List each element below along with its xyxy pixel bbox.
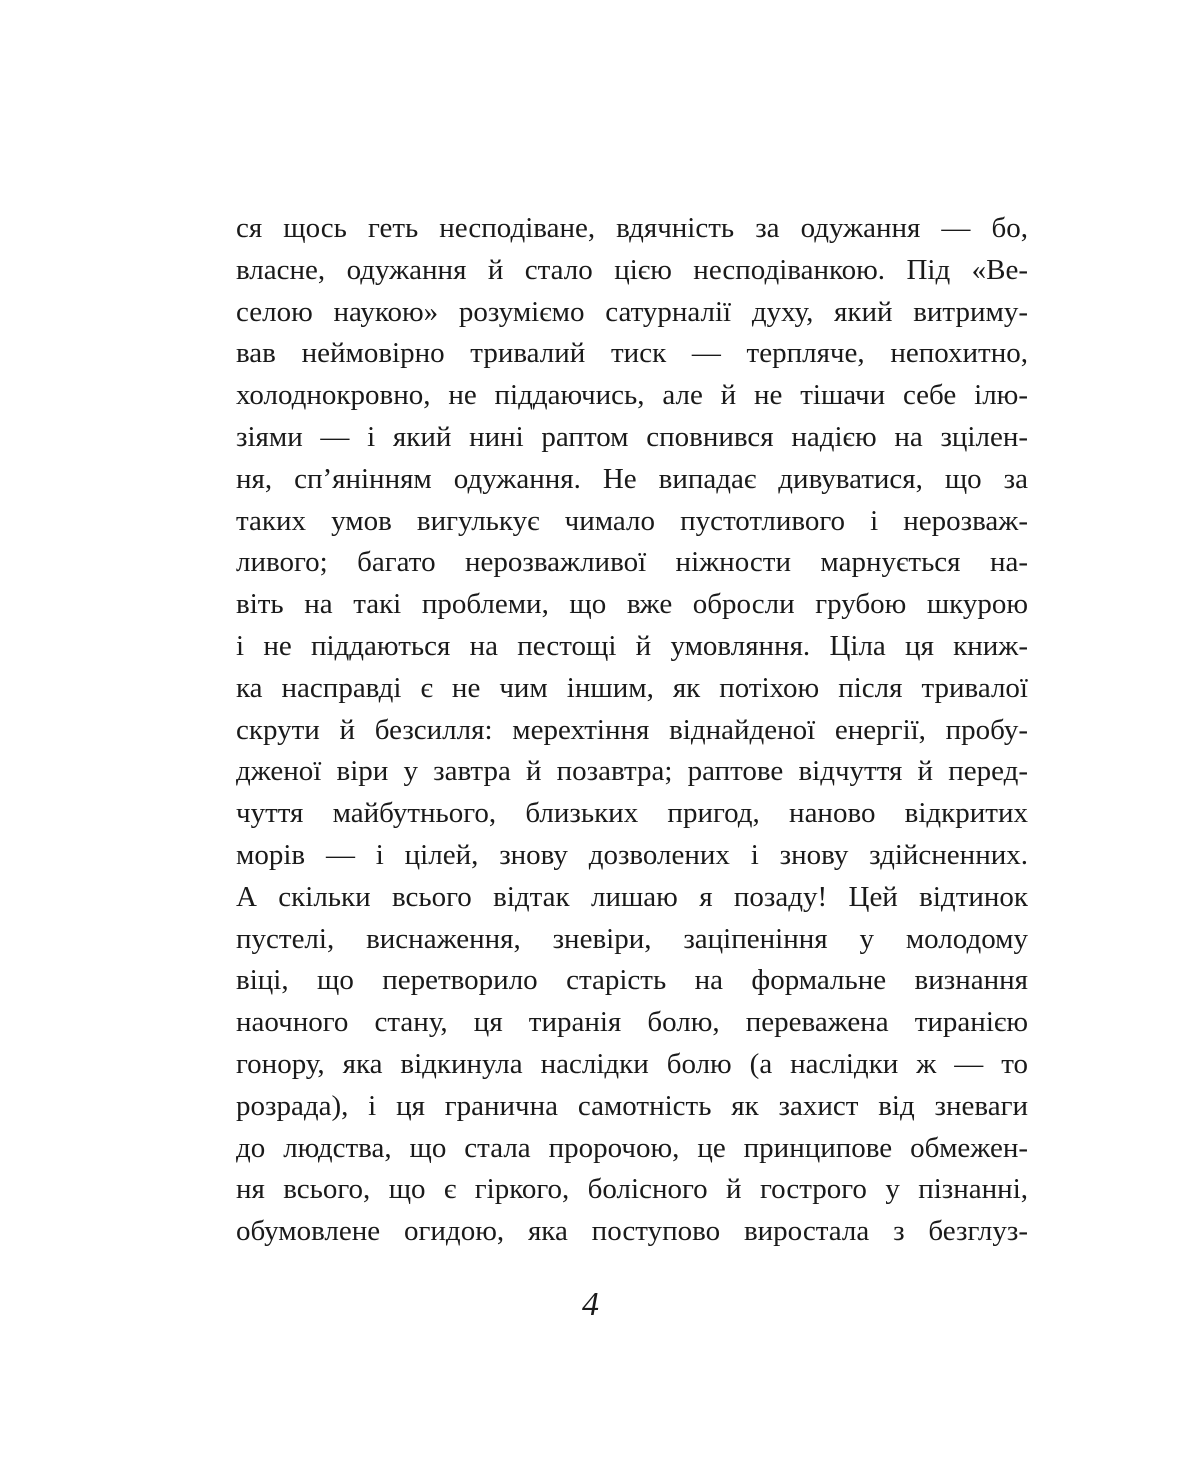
text-line: таких умов вигулькує чимало пустотливого і нерозваж- xyxy=(236,504,1028,537)
text-line: обумовлене огидою, яка поступово виростала з безглуз- xyxy=(236,1215,1028,1248)
page-number: 4 xyxy=(582,1286,599,1323)
text-line: ка насправді є не чим іншим, як потіхою після тривалої xyxy=(236,671,1028,704)
text-line: морів — і цілей, знову дозволених і знову здійсненних. xyxy=(236,838,1028,871)
text-line: гонору, яка відкинула наслідки болю (а наслідки ж — то xyxy=(236,1047,1028,1080)
text-line: і не піддаються на пестощі й умовляння. Ціла ця книж- xyxy=(236,629,1028,662)
text-line: холоднокровно, не піддаючись, але й не тішачи себе ілю- xyxy=(236,379,1028,412)
text-line: ливого; багато нерозважливої ніжности марнується на- xyxy=(236,546,1028,579)
text-line: ня всього, що є гіркого, болісного й гострого у пізнанні, xyxy=(236,1173,1028,1206)
text-line: А скільки всього відтак лишаю я позаду! Цей відтинок xyxy=(236,880,1028,913)
text-line: розрада), і ця гранична самотність як захист від зневаги xyxy=(236,1089,1028,1122)
text-line: вав неймовірно тривалий тиск — терпляче, непохитно, xyxy=(236,337,1028,370)
text-line: власне, одужання й стало цією несподіванкою. Під «Ве- xyxy=(236,253,1028,286)
text-line: чуття майбутнього, близьких пригод, наново відкритих xyxy=(236,797,1028,830)
text-line: ня, сп’янінням одужання. Не випадає дивуватися, що за xyxy=(236,462,1028,495)
body-text xyxy=(236,208,1028,1253)
text-line: зіями — і який нині раптом сповнився надією на зцілен- xyxy=(236,420,1028,453)
text-line: віть на такі проблеми, що вже обросли грубою шкурою xyxy=(236,588,1028,621)
text-line: дженої віри у завтра й позавтра; раптове відчуття й перед- xyxy=(236,755,1028,788)
text-line: віці, що перетворило старість на формальне визнання xyxy=(236,964,1028,997)
text-line: до людства, що стала пророчою, це принципове обмежен- xyxy=(236,1131,1028,1164)
text-line: скрути й безсилля: мерехтіння віднайденої енергії, пробу- xyxy=(236,713,1028,746)
text-line: селою наукою» розуміємо сатурналії духу, який витриму- xyxy=(236,295,1028,328)
text-line: пустелі, виснаження, зневіри, заціпеніння у молодому xyxy=(236,922,1028,955)
text-line: ся щось геть несподіване, вдячність за одужання — бо, xyxy=(236,212,1028,244)
text-line: наочного стану, ця тиранія болю, переважена тиранією xyxy=(236,1006,1028,1039)
